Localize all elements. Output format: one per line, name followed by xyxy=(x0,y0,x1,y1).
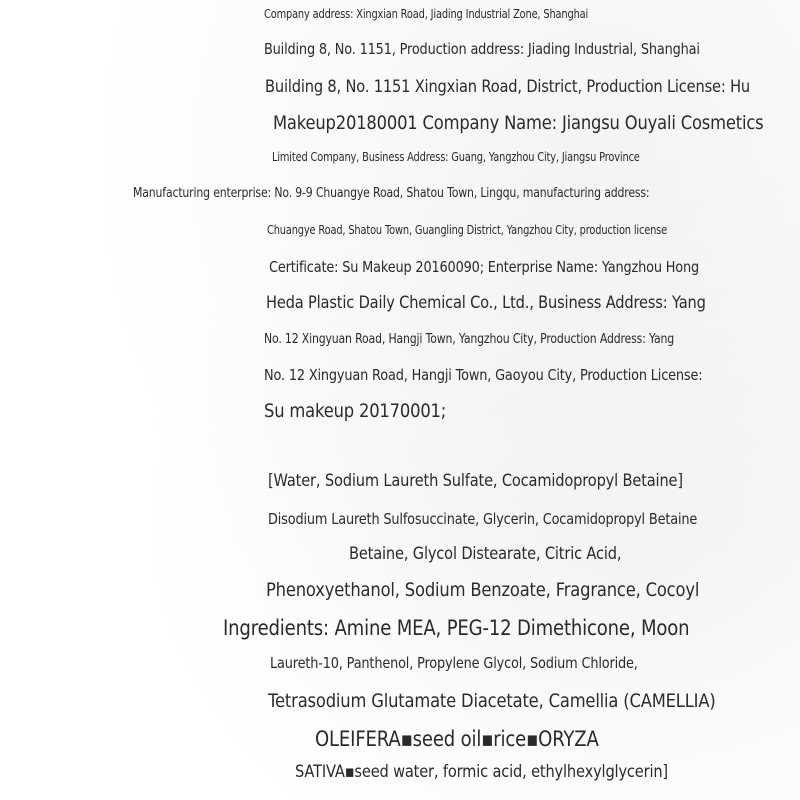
ingredients-line-9: SATIVA▪seed water, formic acid, ethylhexylglycerin] xyxy=(295,762,668,782)
business-address-line: Limited Company, Business Address: Guang, Yangzhou City, Jiangsu Province xyxy=(272,150,640,164)
enterprise-production-line: No. 12 Xingyuan Road, Hangji Town, Gaoyou City, Production License: xyxy=(264,366,703,384)
manufacturing-enterprise-line: Manufacturing enterprise: No. 9-9 Chuangye Road, Shatou Town, Lingqu, manufacturing address: xyxy=(133,186,650,201)
ingredients-line-7: Tetrasodium Glutamate Diacetate, Camellia (CAMELLIA) xyxy=(268,690,716,712)
enterprise-address-line: No. 12 Xingyuan Road, Hangji Town, Yangzhou City, Production Address: Yang xyxy=(264,332,674,347)
manufacturing-address-line: Chuangye Road, Shatou Town, Guangling District, Yangzhou City, production license xyxy=(267,223,668,237)
ingredients-line-6: Laureth-10, Panthenol, Propylene Glycol, Sodium Chloride, xyxy=(270,654,638,672)
ingredients-line-1: [Water, Sodium Laureth Sulfate, Cocamidopropyl Betaine] xyxy=(268,471,683,491)
ingredients-line-3: Betaine, Glycol Distearate, Citric Acid, xyxy=(349,544,622,564)
production-address-line: Building 8, No. 1151, Production address: Jiading Industrial, Shanghai xyxy=(264,40,700,58)
ingredients-line-8: OLEIFERA▪seed oil▪rice▪ORYZA xyxy=(315,727,599,751)
company-name-line: Makeup20180001 Company Name: Jiangsu Ouyali Cosmetics xyxy=(273,112,764,134)
production-license-line: Building 8, No. 1151 Xingxian Road, District, Production License: Hu xyxy=(265,77,751,97)
enterprise-license-line: Su makeup 20170001; xyxy=(264,400,447,422)
enterprise-name-line: Heda Plastic Daily Chemical Co., Ltd., Business Address: Yang xyxy=(266,293,706,313)
ingredients-line-2: Disodium Laureth Sulfosuccinate, Glycerin, Cocamidopropyl Betaine xyxy=(268,510,698,528)
ingredients-heading-line: Ingredients: Amine MEA, PEG-12 Dimethicone, Moon xyxy=(223,616,690,640)
license-certificate-line: Certificate: Su Makeup 20160090; Enterprise Name: Yangzhou Hong xyxy=(269,258,700,276)
company-address-line: Company address: Xingxian Road, Jiading Industrial Zone, Shanghai xyxy=(264,7,589,21)
ingredients-line-4: Phenoxyethanol, Sodium Benzoate, Fragrance, Cocoyl xyxy=(266,579,700,601)
